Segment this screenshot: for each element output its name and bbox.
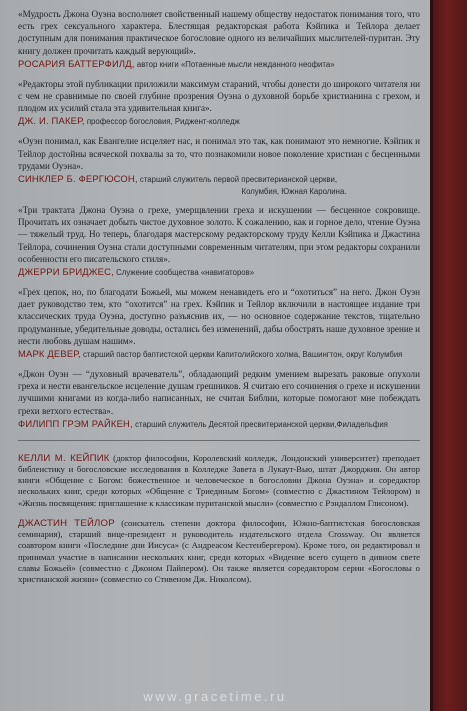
attribution bbox=[18, 115, 420, 128]
editor-bio bbox=[18, 453, 420, 509]
quote-text: «Оуэн понимал, как Евангелие исцеляет нас, и понимал это так, как понимают это немногие. Кэйпик и Тейлор достойны всяческой похвалы за то, что познакомили новое поколение христиан с бесценными трудами Оуэна». bbox=[18, 136, 420, 171]
quote-text: «Джон Оуэн — “духовный врачеватель”, обладающий редким умением вырезать раковые опухоли греха и нести евангельское исцеление душам грешников. Я считаю его сочинения о грехе и искушении лучшими книгами из когда-либо написанных, не считая Библии, которые помогают мне побеждать грехи ветхого естества». bbox=[18, 369, 420, 416]
author-role: автор книги «Потаенные мысли нежданного неофита» bbox=[136, 59, 335, 69]
quote-text: «Редакторы этой публикации приложили максимум стараний, чтобы донести до широкого читателя ни с чем не сравнимые по своей глубине прозрения Оуэна о духовной борьбе христианина с грехом, и плодом их усилий стала эта удивительная книга». bbox=[18, 78, 420, 114]
editor-bio-text: (доктор философии, Королевский колледж, Лондонский университет) преподает библеистику и богословские исследования в Колледже Завета в Лукаут-Вью, штат Джорджия. Он автор книги «Общение с Богом: божественное и человеческое в богословии Джона Оуэна» и соредактор нескольких книг, среди которых «Общение с Триединым Богом» (совместно с Джастином Тейлором) и «Жизнь посвящения: приглашение к классикам пуританской мысли» (совместно с Рэндаллом Глисоном). bbox=[18, 452, 420, 508]
attribution bbox=[18, 348, 420, 361]
author-role: старший пастор баптистской церкви Капитолийского холма, Вашингтон, округ Колумбия bbox=[83, 350, 403, 360]
content bbox=[18, 8, 420, 594]
quote-text: «Мудрость Джона Оуэна восполняет свойственный нашему обществу недостаток понимания того, что есть грех сексуального характера. Блестящая редакторская работа Кэйпика и Тейлора делает доступным для понимания практическое богословие одного из величайших мыслителей-пуритан. Эту книгу должен прочитать каждый верующий». bbox=[18, 9, 420, 56]
attribution bbox=[18, 266, 420, 279]
editor-bio-text: (соискатель степени доктора философии, Южно-баптистская богословская семинария), старший вице-президент и руководитель издательского отдела Crossway. Он является соавтором книги «Последние дни Иисуса» (с Андреасом Кестенбергером). Кроме того, он редактировал и принимал участие в написании нескольких книг, среди которых «Видение всего сущего в дивном свете славы Божьей» (совместно с Джоном Пайпером). Он также является соредактором серии «Богословы о христианской жизни» (совместно со Стивеном Дж. Николсом). bbox=[18, 517, 421, 584]
author-role: профессор богословия, Риджент-колледж bbox=[86, 117, 240, 127]
quote-text: «Грех цепок, но, по благодати Божьей, мы можем ненавидеть его и “охотиться” на него. Джон Оуэн дает руководство тем, кто “охотится” на грех. Кэйпик и Тейлор включили в настоящее издание три классических труда Оуэна, доступно разъяснив их, — но основное содержание текстов, тщательно продуманные, убедительные доводы, остались без изменений, дабы обострять наше духовное зрение и нести любовь душам нашим». bbox=[18, 287, 420, 346]
author-name: ДЖЕРРИ БРИДЖЕС, bbox=[18, 266, 114, 278]
author-role: старший служитель Десятой пресвитерианской церкви,Филадельфия bbox=[135, 419, 388, 429]
quote-block bbox=[18, 8, 420, 71]
author-role: старший служитель первой пресвитерианской церкви, bbox=[139, 175, 338, 185]
quote-text: «Три трактата Джона Оуэна о грехе, умерщвлении греха и искушении — бесценное сокровище. Прочитать их означает добыть чистое духовное золото. К сожалению, как и горное дело, чтение Оуэна — тяжелый труд. Но теперь, благодаря мастерскому редакторскому труду Келли Кэйпика и Джастина Тейлора, сочинения Оуэна стали доступными современным читателям, при этом редакторы сохранили особенности его писательского стиля». bbox=[18, 205, 420, 264]
author-role: Служение сообщества «навигаторов» bbox=[116, 268, 255, 278]
author-name: МАРК ДЕВЕР, bbox=[18, 348, 81, 360]
website-watermark: www.gracetime.ru bbox=[143, 689, 287, 704]
author-name: ДЖ. И. ПАКЕР, bbox=[18, 115, 85, 127]
attribution bbox=[18, 173, 420, 186]
author-name: РОСАРИЯ БАТТЕРФИЛД, bbox=[18, 57, 135, 69]
attribution bbox=[18, 418, 420, 431]
author-name: ФИЛИПП ГРЭМ РАЙКЕН, bbox=[18, 417, 133, 429]
book-spine bbox=[430, 0, 467, 711]
quote-block bbox=[18, 286, 420, 361]
attribution bbox=[18, 58, 420, 71]
quote-block bbox=[18, 135, 420, 197]
section-divider bbox=[18, 440, 420, 441]
editor-name: ДЖАСТИН ТЕЙЛОР bbox=[18, 517, 115, 529]
author-role-continued: Колумбия, Южная Каролина. bbox=[241, 187, 347, 197]
quote-block bbox=[18, 368, 420, 431]
quote-block bbox=[18, 78, 420, 129]
quote-block bbox=[18, 204, 420, 279]
editor-name: КЕЛЛИ М. КЕЙПИК bbox=[18, 452, 110, 464]
author-name: СИНКЛЕР Б. ФЕРГЮСОН, bbox=[18, 173, 138, 185]
editor-bio bbox=[18, 518, 420, 585]
